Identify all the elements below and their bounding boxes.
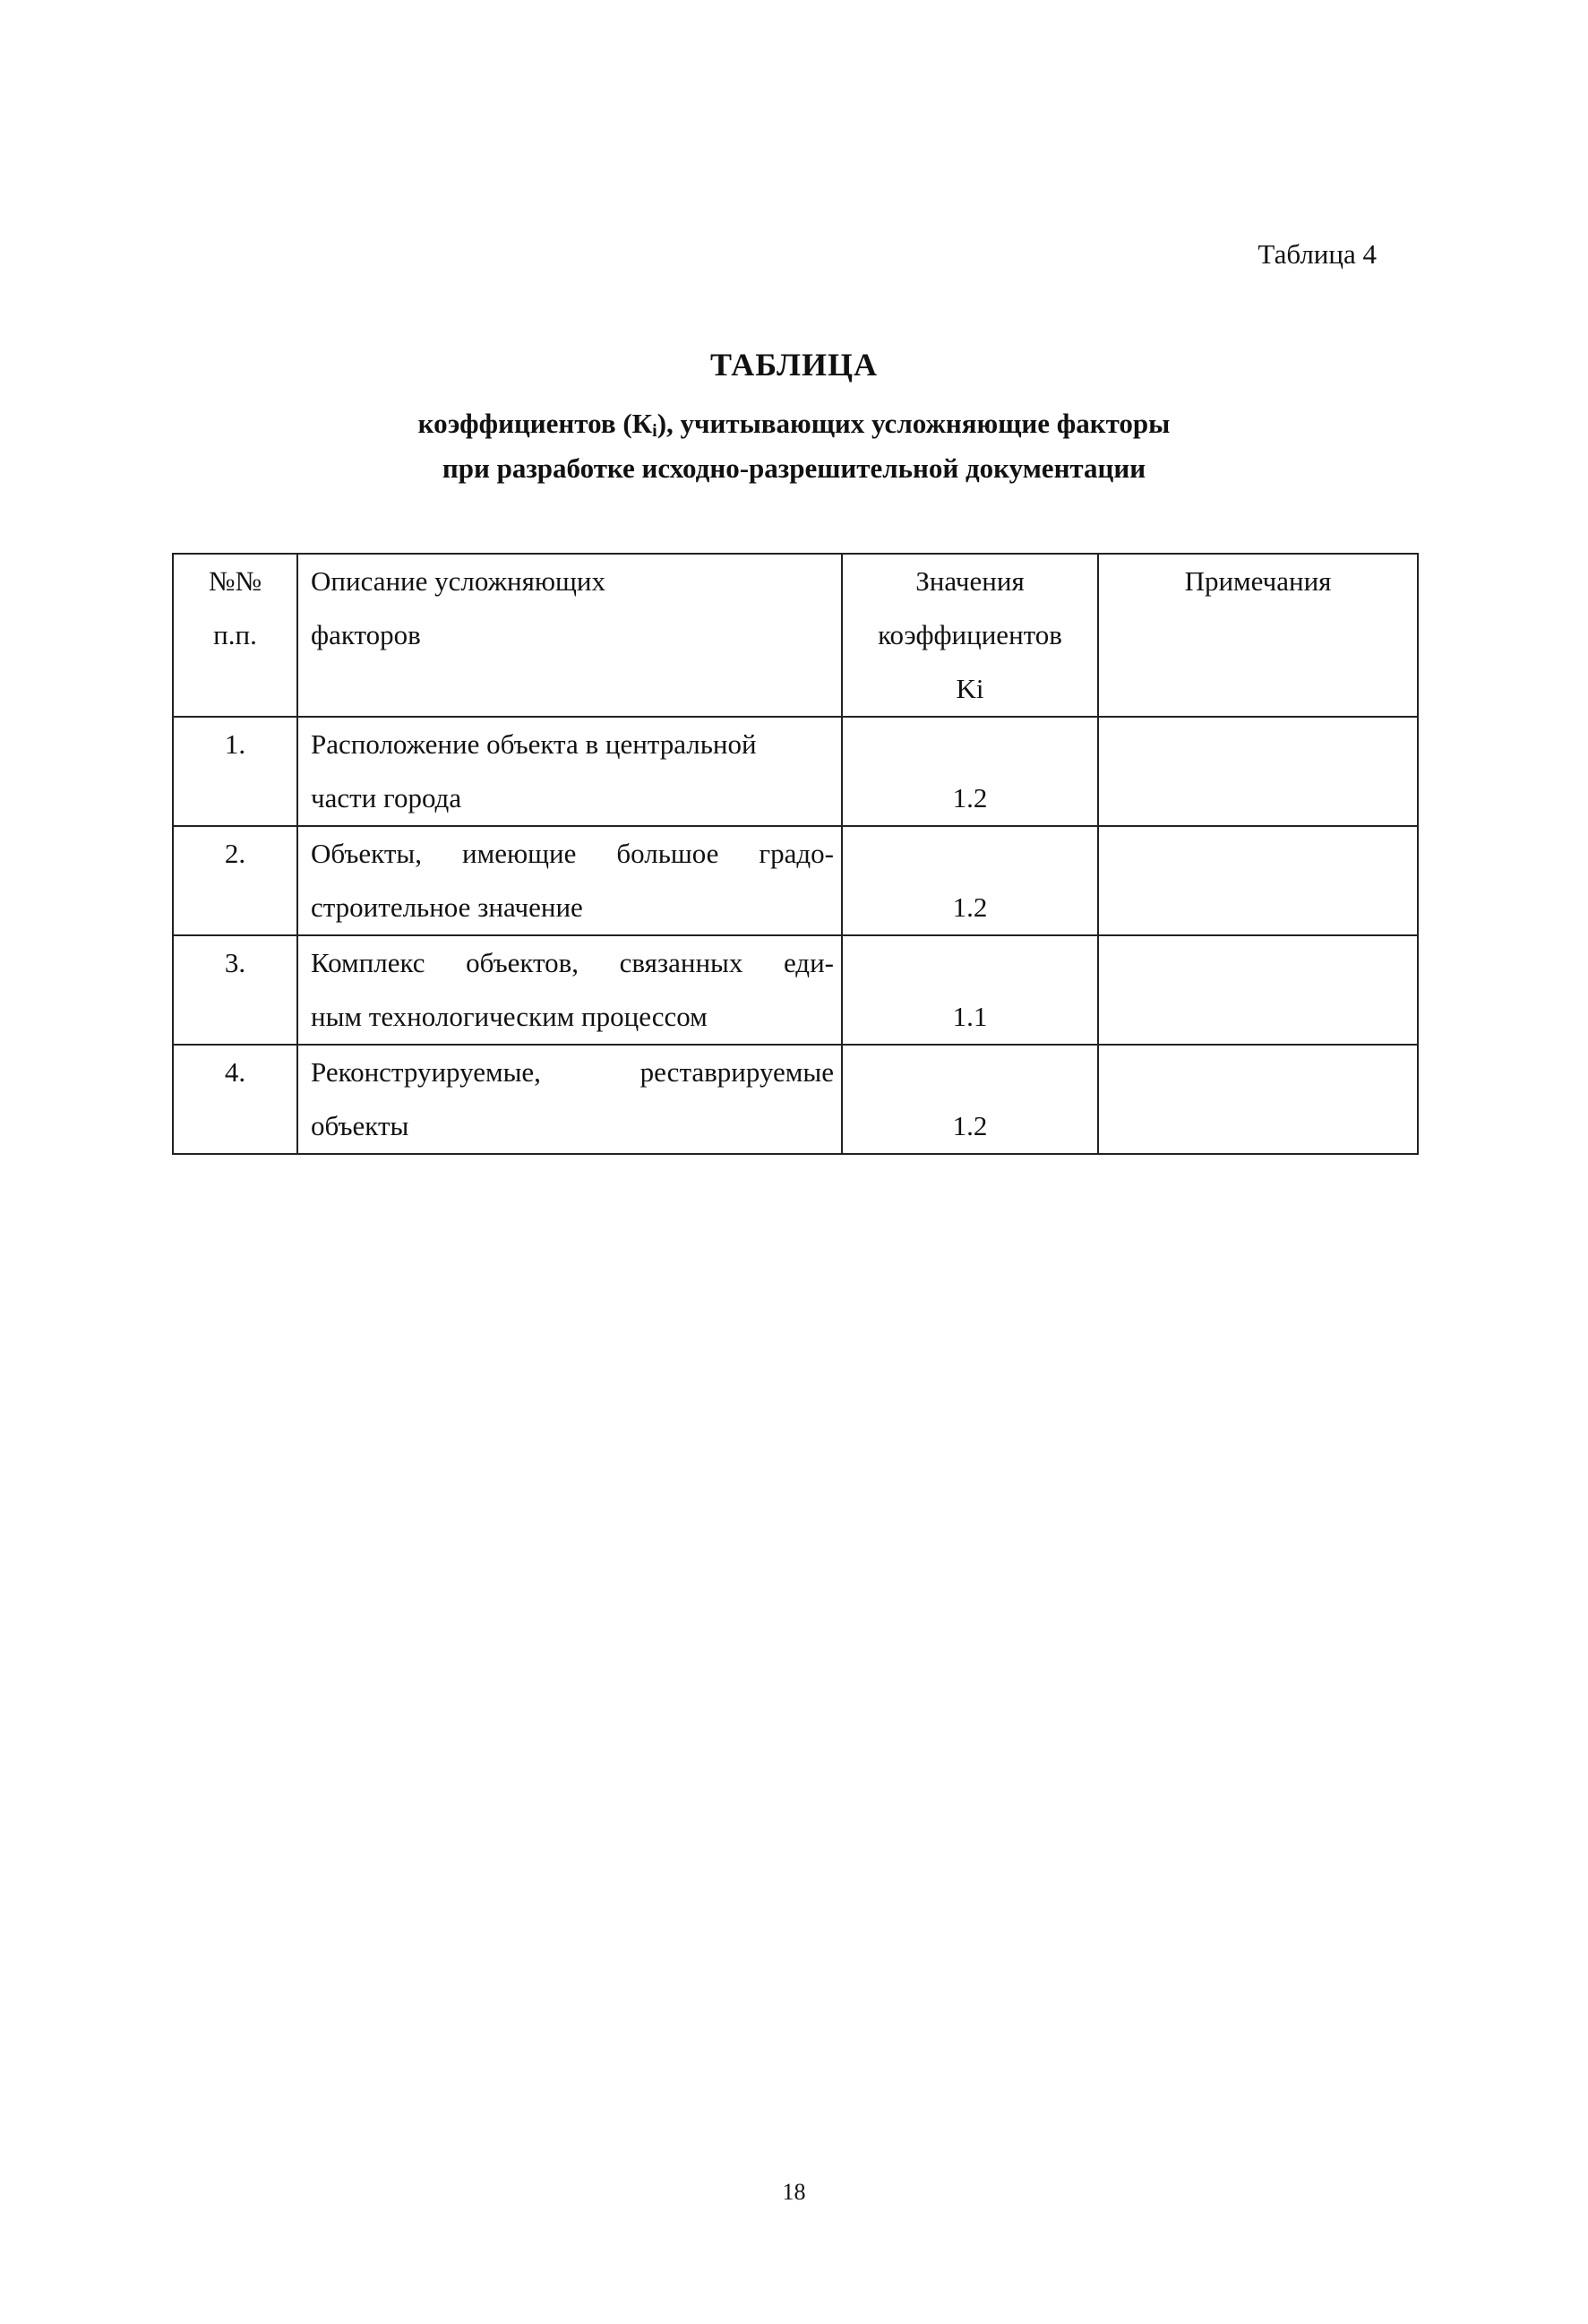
row-description-line-2: строительное значение <box>311 891 583 923</box>
row-description <box>297 935 842 1045</box>
table-row <box>173 717 1418 826</box>
row-number: 1. <box>173 717 297 826</box>
header-num <box>173 554 297 717</box>
row-value: 1.2 <box>842 1045 1098 1154</box>
subtitle-line-2: при разработке исходно-разрешительной документации <box>442 452 1146 484</box>
header-description <box>297 554 842 717</box>
header-description-line-2: факторов <box>311 619 421 650</box>
header-num-line-1: №№ <box>208 565 262 597</box>
header-description-line-1: Описание усложняющих <box>311 565 605 597</box>
row-note <box>1098 935 1418 1045</box>
table-row <box>173 935 1418 1045</box>
row-description-line-1: Объекты, имеющие большое градо- <box>311 838 834 869</box>
header-value-line-3: Ki <box>956 673 984 704</box>
header-notes: Примечания <box>1098 554 1418 717</box>
row-number: 4. <box>173 1045 297 1154</box>
header-num-line-2: п.п. <box>213 619 257 650</box>
header-value-line-1: Значения <box>915 565 1025 597</box>
subtitle-line-1-suffix: ), учитывающих усложняющие факторы <box>657 408 1171 439</box>
row-description <box>297 717 842 826</box>
row-description-line-2: части города <box>311 782 462 813</box>
row-value: 1.1 <box>842 935 1098 1045</box>
header-value-line-2: коэффициентов <box>878 619 1062 650</box>
row-number: 2. <box>173 826 297 935</box>
row-note <box>1098 826 1418 935</box>
subtitle-subscript: i <box>652 421 657 441</box>
row-description <box>297 826 842 935</box>
subtitle-line-1 <box>0 405 1588 450</box>
row-description-line-2: объекты <box>311 1110 409 1141</box>
table-number-label: Таблица 4 <box>1258 238 1377 270</box>
row-description <box>297 1045 842 1154</box>
row-value: 1.2 <box>842 717 1098 826</box>
coefficients-table <box>172 553 1419 1155</box>
document-title: ТАБЛИЦА <box>710 347 878 383</box>
document-subtitle <box>0 405 1588 487</box>
page-number: 18 <box>782 2179 806 2205</box>
table-row <box>173 826 1418 935</box>
table-row <box>173 1045 1418 1154</box>
row-description-line-1: Комплекс объектов, связанных еди- <box>311 947 834 978</box>
row-value: 1.2 <box>842 826 1098 935</box>
row-note <box>1098 1045 1418 1154</box>
row-description-line-1: Реконструируемые, реставрируемые <box>311 1056 834 1088</box>
row-description-line-1: Расположение объекта в центральной <box>311 728 757 760</box>
row-description-line-2: ным технологическим процессом <box>311 1001 708 1032</box>
header-value <box>842 554 1098 717</box>
row-note <box>1098 717 1418 826</box>
subtitle-line-1-prefix: коэффициентов (К <box>417 408 653 439</box>
row-number: 3. <box>173 935 297 1045</box>
table-header-row <box>173 554 1418 717</box>
